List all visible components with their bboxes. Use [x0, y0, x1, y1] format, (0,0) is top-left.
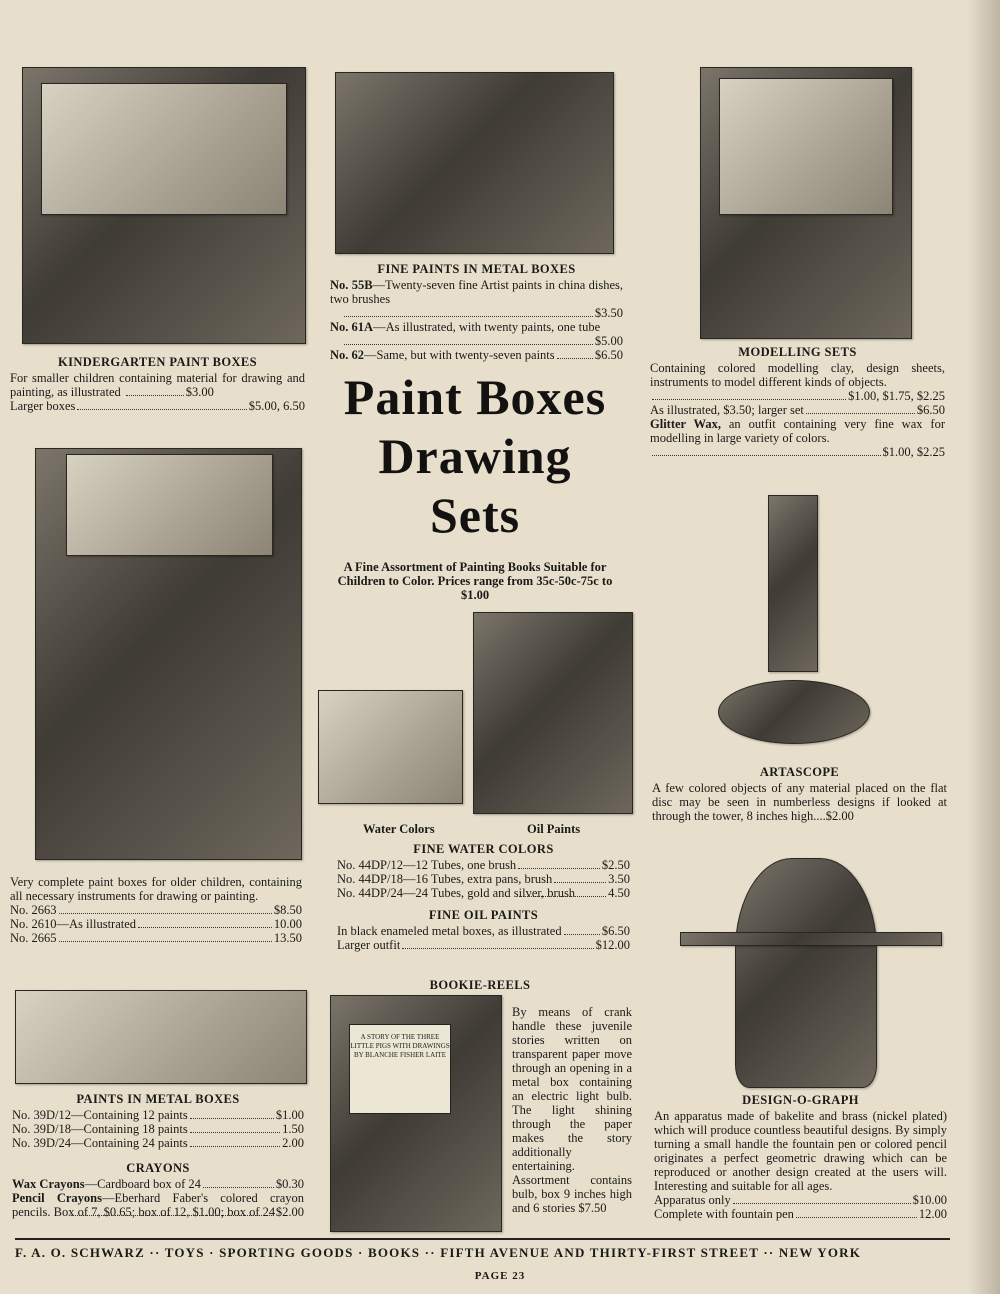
- fine-metal-item-price: $6.50: [594, 348, 623, 362]
- design-section: [654, 1093, 947, 1221]
- wax-crayons-label: —Cardboard box of 24: [84, 1177, 201, 1191]
- metal-small-item-label: No. 39D/12—Containing 12 paints: [12, 1108, 188, 1122]
- page-footer: F. A. O. SCHWARZ ·· TOYS · SPORTING GOODS · BOOKS ·· FIFTH AVENUE AND THIRTY-FIRST STREET ·· NEW YORK: [15, 1238, 950, 1261]
- fine-water-section: [337, 842, 630, 952]
- fine-water-item-price: 4.50: [608, 886, 630, 900]
- older-box-lid-image: [66, 454, 273, 556]
- modelling-section: [650, 345, 945, 459]
- kindergarten-desc: For smaller children containing material for drawing and painting, as illustrated: [10, 371, 305, 399]
- fine-metal-item-price: $3.50: [594, 306, 623, 320]
- artascope-desc-wrap: [652, 781, 947, 823]
- page-headline: [320, 368, 630, 545]
- headline-subtitle: A Fine Assortment of Painting Books Suitable for Children to Color. Prices range from 35c-50c-75c to $1.00: [337, 560, 613, 602]
- fine-oil-item-price: $6.50: [601, 924, 630, 938]
- kindergarten-desc-price: $3.00: [185, 385, 214, 399]
- design-item: [654, 1207, 947, 1221]
- kindergarten-desc-wrap: [10, 371, 305, 399]
- older-boxes-item: [10, 931, 302, 945]
- metal-small-item: [12, 1136, 304, 1150]
- artascope-base-image: [718, 680, 870, 744]
- fine-metal-item: [330, 320, 623, 334]
- modelling-title: MODELLING SETS: [738, 345, 857, 359]
- glitter-wax-text: an outfit containing very fine wax for modelling in large variety of colors.: [650, 417, 945, 445]
- headline-line-3: Sets: [429, 487, 521, 543]
- kindergarten-paint-box-image: [22, 67, 306, 344]
- design-item-price: $10.00: [912, 1193, 947, 1207]
- oil-paints-caption: Oil Paints: [527, 822, 581, 836]
- crayons-section: [12, 1161, 304, 1219]
- bookie-title-wrap: [330, 978, 630, 994]
- wax-crayons-price: $0.30: [275, 1177, 304, 1191]
- glitter-wax-price: $1.00, $2.25: [882, 445, 945, 459]
- oil-paints-box-image: [473, 612, 633, 814]
- older-boxes-item-label: No. 2663: [10, 903, 57, 917]
- fine-metal-item: [330, 278, 623, 306]
- design-item-label: Apparatus only: [654, 1193, 731, 1207]
- kindergarten-section: [10, 355, 305, 413]
- metal-small-item-price: 1.50: [282, 1122, 304, 1136]
- fine-metal-item-no: No. 61A: [330, 320, 374, 334]
- fine-metal-item-no: No. 62: [330, 348, 365, 362]
- kindergarten-title: KINDERGARTEN PAINT BOXES: [57, 355, 257, 369]
- older-boxes-item-price: 10.00: [273, 917, 302, 931]
- metal-small-item: [12, 1122, 304, 1136]
- artascope-price: $2.00: [825, 809, 854, 823]
- fine-metal-price-line: [330, 306, 623, 320]
- modelling-desc-price: $1.00, $1.75, $2.25: [848, 389, 945, 403]
- water-colors-box-image: [318, 690, 463, 804]
- fine-metal-price-line: [330, 334, 623, 348]
- fine-metal-box-image: [335, 72, 614, 254]
- metal-small-item-label: No. 39D/24—Containing 24 paints: [12, 1136, 188, 1150]
- artascope-tower-image: [768, 495, 818, 672]
- modelling-lid-image: [719, 78, 893, 215]
- fine-metal-item-no: No. 55B: [330, 278, 373, 292]
- design-o-graph-arm-image: [680, 932, 942, 946]
- design-title: DESIGN-O-GRAPH: [742, 1093, 859, 1107]
- water-colors-caption: Water Colors: [363, 822, 435, 836]
- fine-metal-item-text: —As illustrated, with twenty paints, one tube: [373, 320, 601, 334]
- metal-small-item-price: $1.00: [275, 1108, 304, 1122]
- design-item-label: Complete with fountain pen: [654, 1207, 794, 1221]
- fine-water-item-label: No. 44DP/24—24 Tubes, gold and silver, brush: [337, 886, 576, 900]
- fine-water-item: [337, 872, 630, 886]
- fine-metal-item-text: —Twenty-seven fine Artist paints in china dishes, two brushes: [330, 278, 623, 306]
- older-boxes-item-price: 13.50: [273, 931, 302, 945]
- bookie-price: $7.50: [578, 1201, 607, 1215]
- glitter-wax-name: Glitter Wax,: [650, 417, 721, 431]
- kindergarten-larger-line: [10, 399, 305, 413]
- bookie-reels-screen-text: A STORY OF THE THREE LITTLE PIGS WITH DRAWINGS BY BLANCHE FISHER LAITE: [350, 1033, 450, 1059]
- page-number: PAGE 23: [474, 1270, 526, 1282]
- bookie-reels-screen: [349, 1024, 451, 1114]
- modelling-illus-price: $6.50: [916, 403, 945, 417]
- glitter-wax-desc: [650, 417, 945, 445]
- fine-oil-item-label: Larger outfit: [337, 938, 401, 952]
- wax-crayons-name: Wax Crayons: [12, 1177, 85, 1191]
- crayons-title: CRAYONS: [126, 1161, 190, 1175]
- older-boxes-desc: Very complete paint boxes for older children, containing all necessary instruments for drawing or painting.: [10, 875, 302, 903]
- fine-metal-section: [330, 262, 623, 362]
- fine-water-item: [337, 858, 630, 872]
- kindergarten-desc-price-line: [124, 385, 214, 399]
- design-item: [654, 1193, 947, 1207]
- fine-metal-title: FINE PAINTS IN METAL BOXES: [377, 262, 576, 276]
- modelling-illus-label: As illustrated, $3.50; larger set: [650, 403, 804, 417]
- fine-oil-item-label: In black enameled metal boxes, as illustrated: [337, 924, 562, 938]
- modelling-desc-price-line: [650, 389, 945, 403]
- artascope-desc: A few colored objects of any material placed on the flat disc may be seen in numberless designs if looked at through the tower, 8 inches high: [652, 781, 947, 823]
- older-boxes-item-label: No. 2665: [10, 931, 57, 945]
- bookie-desc-wrap: [512, 1005, 632, 1215]
- metal-small-item: [12, 1108, 304, 1122]
- fine-water-item-price: $2.50: [601, 858, 630, 872]
- modelling-set-image: [700, 67, 912, 339]
- metal-small-item-price: 2.00: [282, 1136, 304, 1150]
- design-desc: An apparatus made of bakelite and brass (nickel plated) which will produce countless beautiful designs. By simply turning a small handle the fountain pen or colored pencil originates a perfect geometric drawing which can be reproduced or another design created at the users will. Interesting and suitable for all ages.: [654, 1109, 947, 1193]
- design-o-graph-image: [735, 858, 877, 1088]
- older-boxes-section: [10, 875, 302, 945]
- fine-oil-item-price: $12.00: [595, 938, 630, 952]
- metal-small-section: [12, 1092, 304, 1150]
- design-item-price: 12.00: [918, 1207, 947, 1221]
- older-boxes-item: [10, 917, 302, 931]
- older-boxes-item-label: No. 2610—As illustrated: [10, 917, 137, 931]
- fine-metal-item: [330, 348, 623, 362]
- small-metal-boxes-image: [15, 990, 307, 1084]
- bookie-reels-image: [330, 995, 502, 1232]
- kindergarten-larger-price: $5.00, 6.50: [248, 399, 305, 413]
- wax-crayons-line: [12, 1177, 304, 1191]
- fine-oil-item: [337, 938, 630, 952]
- bookie-title: BOOKIE-REELS: [429, 978, 531, 992]
- page-edge-shadow: [968, 0, 1000, 1294]
- kindergarten-larger-label: Larger boxes: [10, 399, 76, 413]
- fine-metal-item-price: $5.00: [594, 334, 623, 348]
- bookie-desc: By means of crank handle these juvenile stories written on transparent paper move through an opening in a metal box containing an electric light bulb. The light shining through the paper makes the story additionally entertaining. Assortment contains bulb, box 9 inches high and 6 stories: [512, 1005, 632, 1215]
- artascope-title: ARTASCOPE: [759, 765, 840, 779]
- fine-metal-item-text: —Same, but with twenty-seven paints: [364, 348, 555, 362]
- pencil-crayons-price: $2.00: [275, 1205, 304, 1219]
- fine-water-title: FINE WATER COLORS: [413, 842, 554, 856]
- older-paint-box-image: [35, 448, 302, 860]
- metal-small-title: PAINTS IN METAL BOXES: [76, 1092, 240, 1106]
- artascope-dots: ....: [813, 809, 826, 823]
- modelling-illus-line: [650, 403, 945, 417]
- fine-oil-title: FINE OIL PAINTS: [428, 908, 539, 922]
- older-boxes-item: [10, 903, 302, 917]
- fine-water-item-label: No. 44DP/18—16 Tubes, extra pans, brush: [337, 872, 553, 886]
- pencil-crayons-text: —Eberhard Faber's colored crayon pencils. Box of 7, $0.65; box of 12, $1.00; box of 24: [12, 1191, 304, 1219]
- fine-water-item-price: 3.50: [608, 872, 630, 886]
- modelling-desc: Containing colored modelling clay, design sheets, instruments to model different kinds of objects.: [650, 361, 945, 389]
- older-boxes-item-price: $8.50: [273, 903, 302, 917]
- box-lid-sheet-image: [41, 83, 287, 215]
- fine-oil-item: [337, 924, 630, 938]
- artascope-section: [652, 765, 947, 823]
- headline-line-1: Paint Boxes: [343, 369, 607, 425]
- headline-line-2: Drawing: [378, 428, 572, 484]
- pencil-crayons-name: Pencil Crayons: [12, 1191, 102, 1205]
- glitter-wax-price-line: [650, 445, 945, 459]
- metal-small-item-label: No. 39D/18—Containing 18 paints: [12, 1122, 188, 1136]
- fine-water-item-label: No. 44DP/12—12 Tubes, one brush: [337, 858, 517, 872]
